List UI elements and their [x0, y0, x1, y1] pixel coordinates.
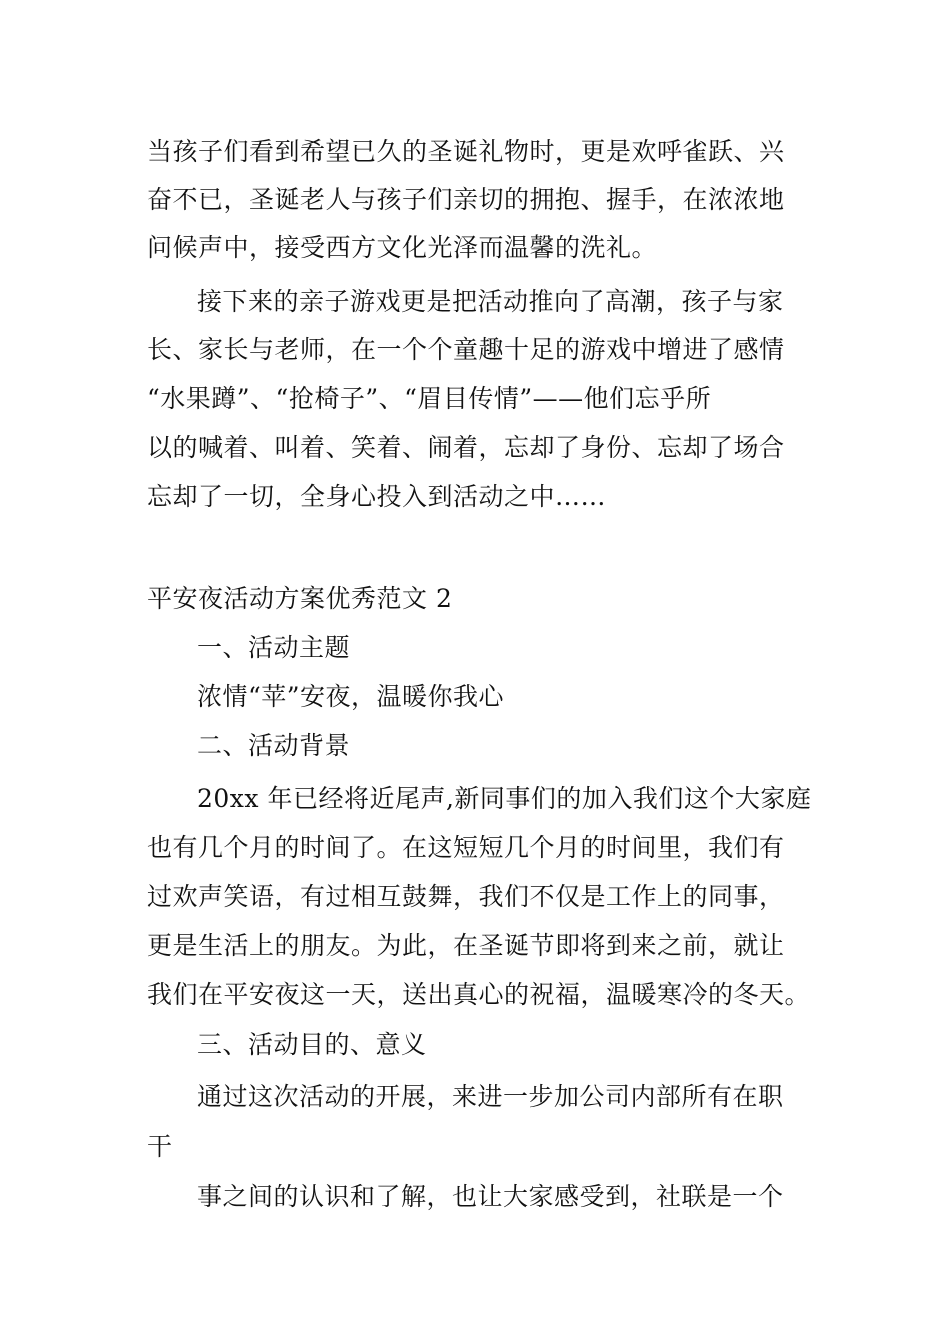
- paragraph-line: 奋不已，圣诞老人与孩子们亲切的拥抱、握手，在浓浓地: [147, 185, 785, 214]
- paragraph-line: 过欢声笑语，有过相互鼓舞，我们不仅是工作上的同事，: [147, 882, 785, 911]
- paragraph-line: 接下来的亲子游戏更是把活动推向了高潮，孩子与家: [197, 287, 784, 316]
- paragraph-line: 当孩子们看到希望已久的圣诞礼物时，更是欢呼雀跃、兴: [147, 137, 785, 166]
- paragraph-line: “水果蹲”、“抢椅子”、“眉目传情”——他们忘乎所: [147, 384, 712, 413]
- heading-theme: 一、活动主题: [197, 633, 351, 662]
- paragraph-line: 通过这次活动的开展，来进一步加公司内部所有在职: [197, 1082, 784, 1111]
- paragraph-line: 干: [147, 1132, 173, 1161]
- heading-purpose: 三、活动目的、意义: [197, 1030, 427, 1059]
- paragraph-line: 问候声中，接受西方文化光泽而温馨的洗礼。: [147, 233, 658, 262]
- paragraph-line: 也有几个月的时间了。在这短短几个月的时间里，我们有: [147, 833, 785, 862]
- paragraph-line: 更是生活上的朋友。为此，在圣诞节即将到来之前，就让: [147, 931, 785, 960]
- paragraph-line: 事之间的认识和了解，也让大家感受到，社联是一个: [197, 1182, 784, 1211]
- paragraph-line: 浓情“苹”安夜，温暖你我心: [197, 682, 505, 711]
- heading-background: 二、活动背景: [197, 731, 351, 760]
- paragraph-line: 长、家长与老师，在一个个童趣十足的游戏中增进了感情: [147, 335, 785, 364]
- paragraph-line: 忘却了一切，全身心投入到活动之中……: [147, 482, 607, 511]
- section-title: 平安夜活动方案优秀范文 2: [147, 584, 453, 613]
- paragraph-line: 20xx 年已经将近尾声,新同事们的加入我们这个大家庭: [197, 784, 812, 813]
- paragraph-line: 我们在平安夜这一天，送出真心的祝福，温暖寒冷的冬天。: [147, 980, 811, 1009]
- paragraph-line: 以的喊着、叫着、笑着、闹着，忘却了身份、忘却了场合: [147, 433, 785, 462]
